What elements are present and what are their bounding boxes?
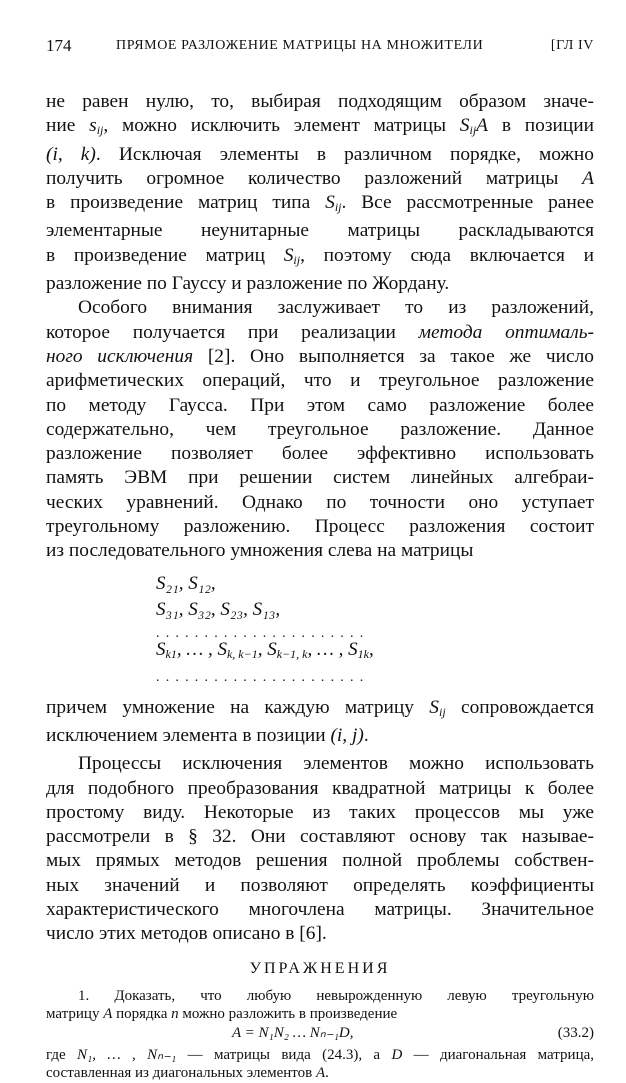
exercise-1 (46, 987, 594, 1083)
text-line: ных значений и позволяют определять коэффициенты (46, 874, 594, 896)
text-line: 1. Доказать, что любую невырожденную левую треугольную (78, 987, 594, 1004)
text-line: Процессы исключения элементов можно использовать (78, 753, 594, 775)
chapter-marker: [ГЛ IV (550, 38, 594, 53)
text-line: ческих уравнений. Однако по точности оно уступает (46, 491, 594, 513)
text-line: не равен нулю, то, выбирая подходящим образом значе- (46, 91, 594, 112)
text-line: мых прямых методов решения полной проблемы собствен- (46, 850, 594, 872)
text-line: рассмотрели в § 32. Они составляют основу так называе- (46, 826, 594, 848)
matrix-sequence (46, 572, 594, 690)
text-line: память ЭВМ при решении систем линейных алгебраи- (46, 467, 594, 489)
dotted-separator: ...................... (156, 625, 370, 641)
text-line: ного исключения [2]. Оно выполняется за такое же число (46, 345, 594, 367)
text-line: разложение по Гауссу и разложение по Жордану. (46, 273, 450, 295)
page-header (46, 36, 594, 60)
equation (46, 1024, 594, 1046)
text-line: получить огромное количество разложений матрицы A (46, 167, 594, 189)
text-line: характеристического многочлена матрицы. Значительное (46, 899, 594, 921)
text-line: треугольному разложению. Процесс разложения состоит (46, 516, 594, 538)
page-body (46, 90, 594, 1083)
text-line: число этих методов описано в [6]. (46, 923, 327, 945)
text-line: причем умножение на каждую матрицу $S_{ij}$ сопровождается (46, 696, 594, 719)
text-line: из последовательного умножения слева на матрицы (46, 540, 474, 562)
paragraph-4 (46, 752, 594, 946)
matrix-row-2: S₃₁, S₃₂, S₂₃, S₁₃, (156, 598, 281, 620)
text-line: матрицу A порядка n можно разложить в произведение (46, 1006, 398, 1023)
text-line: в произведение матриц типа $S_{ij}$. Все рассмотренные ранее (46, 192, 594, 215)
paragraph-1 (46, 90, 594, 296)
paragraph-3 (46, 696, 594, 749)
page-number: 174 (46, 36, 72, 55)
text-line: в произведение матриц $S_{ij}$, поэтому сюда включается и (46, 244, 594, 267)
text-line: по методу Гаусса. При этом само разложение более (46, 394, 594, 416)
matrix-row-1: S₂₁, S₁₂, (156, 572, 216, 594)
dotted-separator: ...................... (156, 669, 370, 685)
matrix-row-3: $S_{k1}$, … , $S_{k, k-1}$, $S_{k-1, k}$, … , $S_{1k}$, (156, 638, 374, 661)
text-line: разложение позволяет более эффективно использовать (46, 443, 594, 465)
text-line: ние $s_{ij}$, можно исключить элемент матрицы $S_{ij}A$ в позиции (46, 115, 594, 138)
paragraph-2 (46, 296, 594, 563)
text-line: исключением элемента в позиции (i, j). (46, 724, 369, 746)
text-line: где N₁, … , Nₙ₋₁ — матрицы вида (24.3), а D — диагональная матрица, (46, 1046, 595, 1063)
equation-number: (33.2) (557, 1024, 594, 1041)
text-line: которое получается при реализации метода оптималь- (46, 321, 594, 343)
text-line: содержательно, чем треугольное разложение. Данное (46, 418, 594, 440)
text-line: (i, k). Исключая элементы в различном порядке, можно (46, 143, 594, 165)
text-line: элементарные неунитарные матрицы раскладываются (46, 220, 594, 242)
text-line: для подобного преобразования квадратной матрицы к более (46, 777, 594, 799)
text-line: простому виду. Некоторые из таких процессов мы уже (46, 801, 594, 823)
equation-formula: A = N₁N₂ … Nₙ₋₁D, (232, 1024, 354, 1041)
text-line: арифметических операций, что и треугольное разложение (46, 370, 594, 392)
text-line: Особого внимания заслуживает то из разложений, (78, 297, 594, 319)
section-title: УПРАЖНЕНИЯ (249, 959, 391, 977)
running-title: ПРЯМОЕ РАЗЛОЖЕНИЕ МАТРИЦЫ НА МНОЖИТЕЛИ (116, 38, 484, 53)
text-line: составленная из диагональных элементов A. (46, 1065, 329, 1082)
